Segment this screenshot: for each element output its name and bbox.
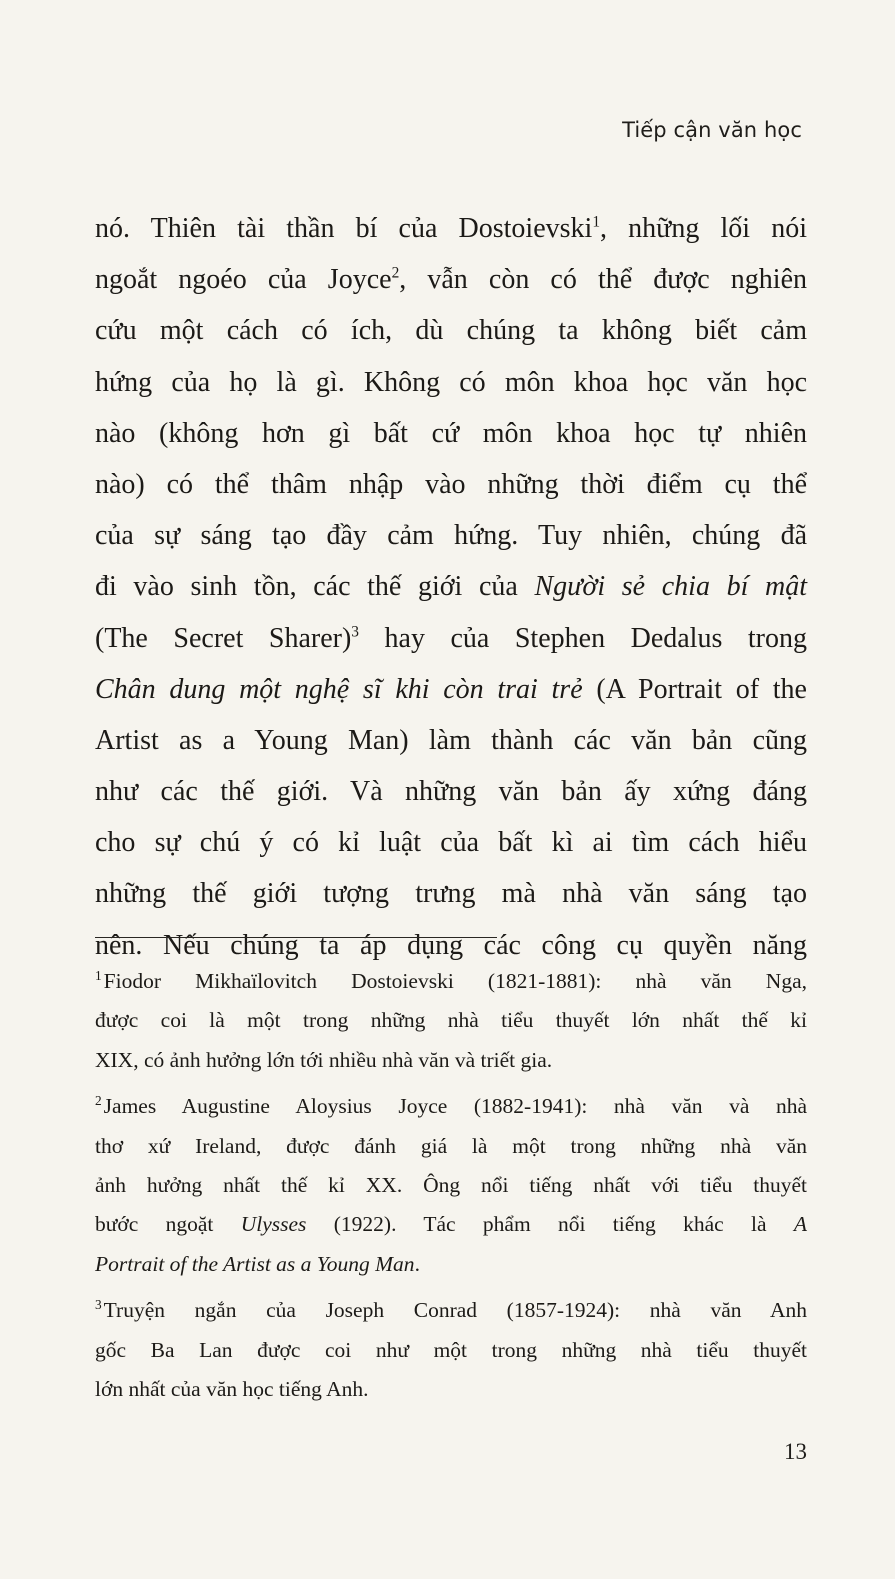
body-line: ngoắt ngoéo của Joyce$^2$, vẫn còn có thể được nghiên xyxy=(95,264,807,296)
footnotes xyxy=(95,962,807,1416)
body-line: nào (không hơn gì bất cứ môn khoa học tự nhiên xyxy=(95,417,807,449)
footnote-3 xyxy=(95,1291,807,1409)
running-header: Tiếp cận văn học xyxy=(622,118,802,142)
footnote-number: 3 xyxy=(95,1296,102,1312)
book-title-italic: Ulysses xyxy=(240,1212,307,1237)
footnote-line: XIX, có ảnh hưởng lớn tới nhiều nhà văn và triết gia. xyxy=(95,1047,553,1072)
footnote-line: $^1$Fiodor Mikhaïlovitch Dostoievski (1821-1881): nhà văn Nga, xyxy=(95,967,807,993)
body-line: những thế giới tượng trưng mà nhà văn sáng tạo xyxy=(95,878,807,910)
body-line: (The Secret Sharer)$^3$ hay của Stephen Dedalus trong xyxy=(95,622,807,654)
footnote-number: 1 xyxy=(95,967,102,983)
book-title-italic: Người sẻ chia bí mật xyxy=(534,571,807,603)
footnote-1 xyxy=(95,962,807,1080)
page-number: 13 xyxy=(784,1439,807,1464)
footnote-ref[interactable]: 2 xyxy=(391,264,400,282)
footnote-line: Portrait of the Artist as a Young Man. xyxy=(95,1251,420,1276)
footnote-line: được coi là một trong những nhà tiểu thuyết lớn nhất thế kỉ xyxy=(95,1008,807,1033)
footnote-ref[interactable]: 1 xyxy=(592,213,601,231)
body-line: nó. Thiên tài thần bí của Dostoievski$^1$, những lối nói xyxy=(95,213,807,244)
footnote-line: ảnh hưởng nhất thế kỉ XX. Ông nổi tiếng nhất với tiểu thuyết xyxy=(95,1172,807,1197)
footnote-line: $^3$Truyện ngắn của Joseph Conrad (1857-1924): nhà văn Anh xyxy=(95,1296,807,1323)
book-title-italic: Chân dung một nghệ sĩ khi còn trai trẻ xyxy=(95,673,583,705)
footnote-line: gốc Ba Lan được coi như một trong những nhà tiểu thuyết xyxy=(95,1337,807,1362)
body-line: cho sự chú ý có kỉ luật của bất kì ai tìm cách hiểu xyxy=(95,827,807,859)
footnote-ref[interactable]: 3 xyxy=(351,623,359,641)
footnote-2 xyxy=(95,1087,807,1284)
footnote-line: $^2$James Augustine Aloysius Joyce (1882-1941): nhà văn và nhà xyxy=(95,1093,807,1119)
footnote-number: 2 xyxy=(95,1093,102,1109)
body-line: hứng của họ là gì. Không có môn khoa học văn học xyxy=(95,366,807,398)
book-title-italic: Portrait of the Artist as a Young Man xyxy=(95,1251,415,1276)
body-line: Chân dung một nghệ sĩ khi còn trai trẻ (A Portrait of the xyxy=(95,673,807,705)
footnote-separator xyxy=(95,937,497,938)
footnote-line: bước ngoặt Ulysses (1922). Tác phẩm nổi tiếng khác là A xyxy=(95,1212,807,1237)
book-title-italic: A xyxy=(793,1212,807,1237)
body-line: của sự sáng tạo đầy cảm hứng. Tuy nhiên, chúng đã xyxy=(95,520,807,552)
body-line: Artist as a Young Man) làm thành các văn bản cũng xyxy=(95,724,807,756)
footnote-line: thơ xứ Ireland, được đánh giá là một trong những nhà văn xyxy=(95,1133,807,1158)
footnote-line: lớn nhất của văn học tiếng Anh. xyxy=(95,1376,369,1401)
body-line: nên. Nếu chúng ta áp dụng các công cụ quyền năng xyxy=(95,929,807,961)
body-line: nào) có thể thâm nhập vào những thời điểm cụ thể xyxy=(95,468,807,500)
main-text xyxy=(95,203,807,971)
body-line: đi vào sinh tồn, các thế giới của Người sẻ chia bí mật xyxy=(95,571,807,603)
body-line: như các thế giới. Và những văn bản ấy xứng đáng xyxy=(95,776,807,808)
body-line: cứu một cách có ích, dù chúng ta không biết cảm xyxy=(95,315,807,347)
